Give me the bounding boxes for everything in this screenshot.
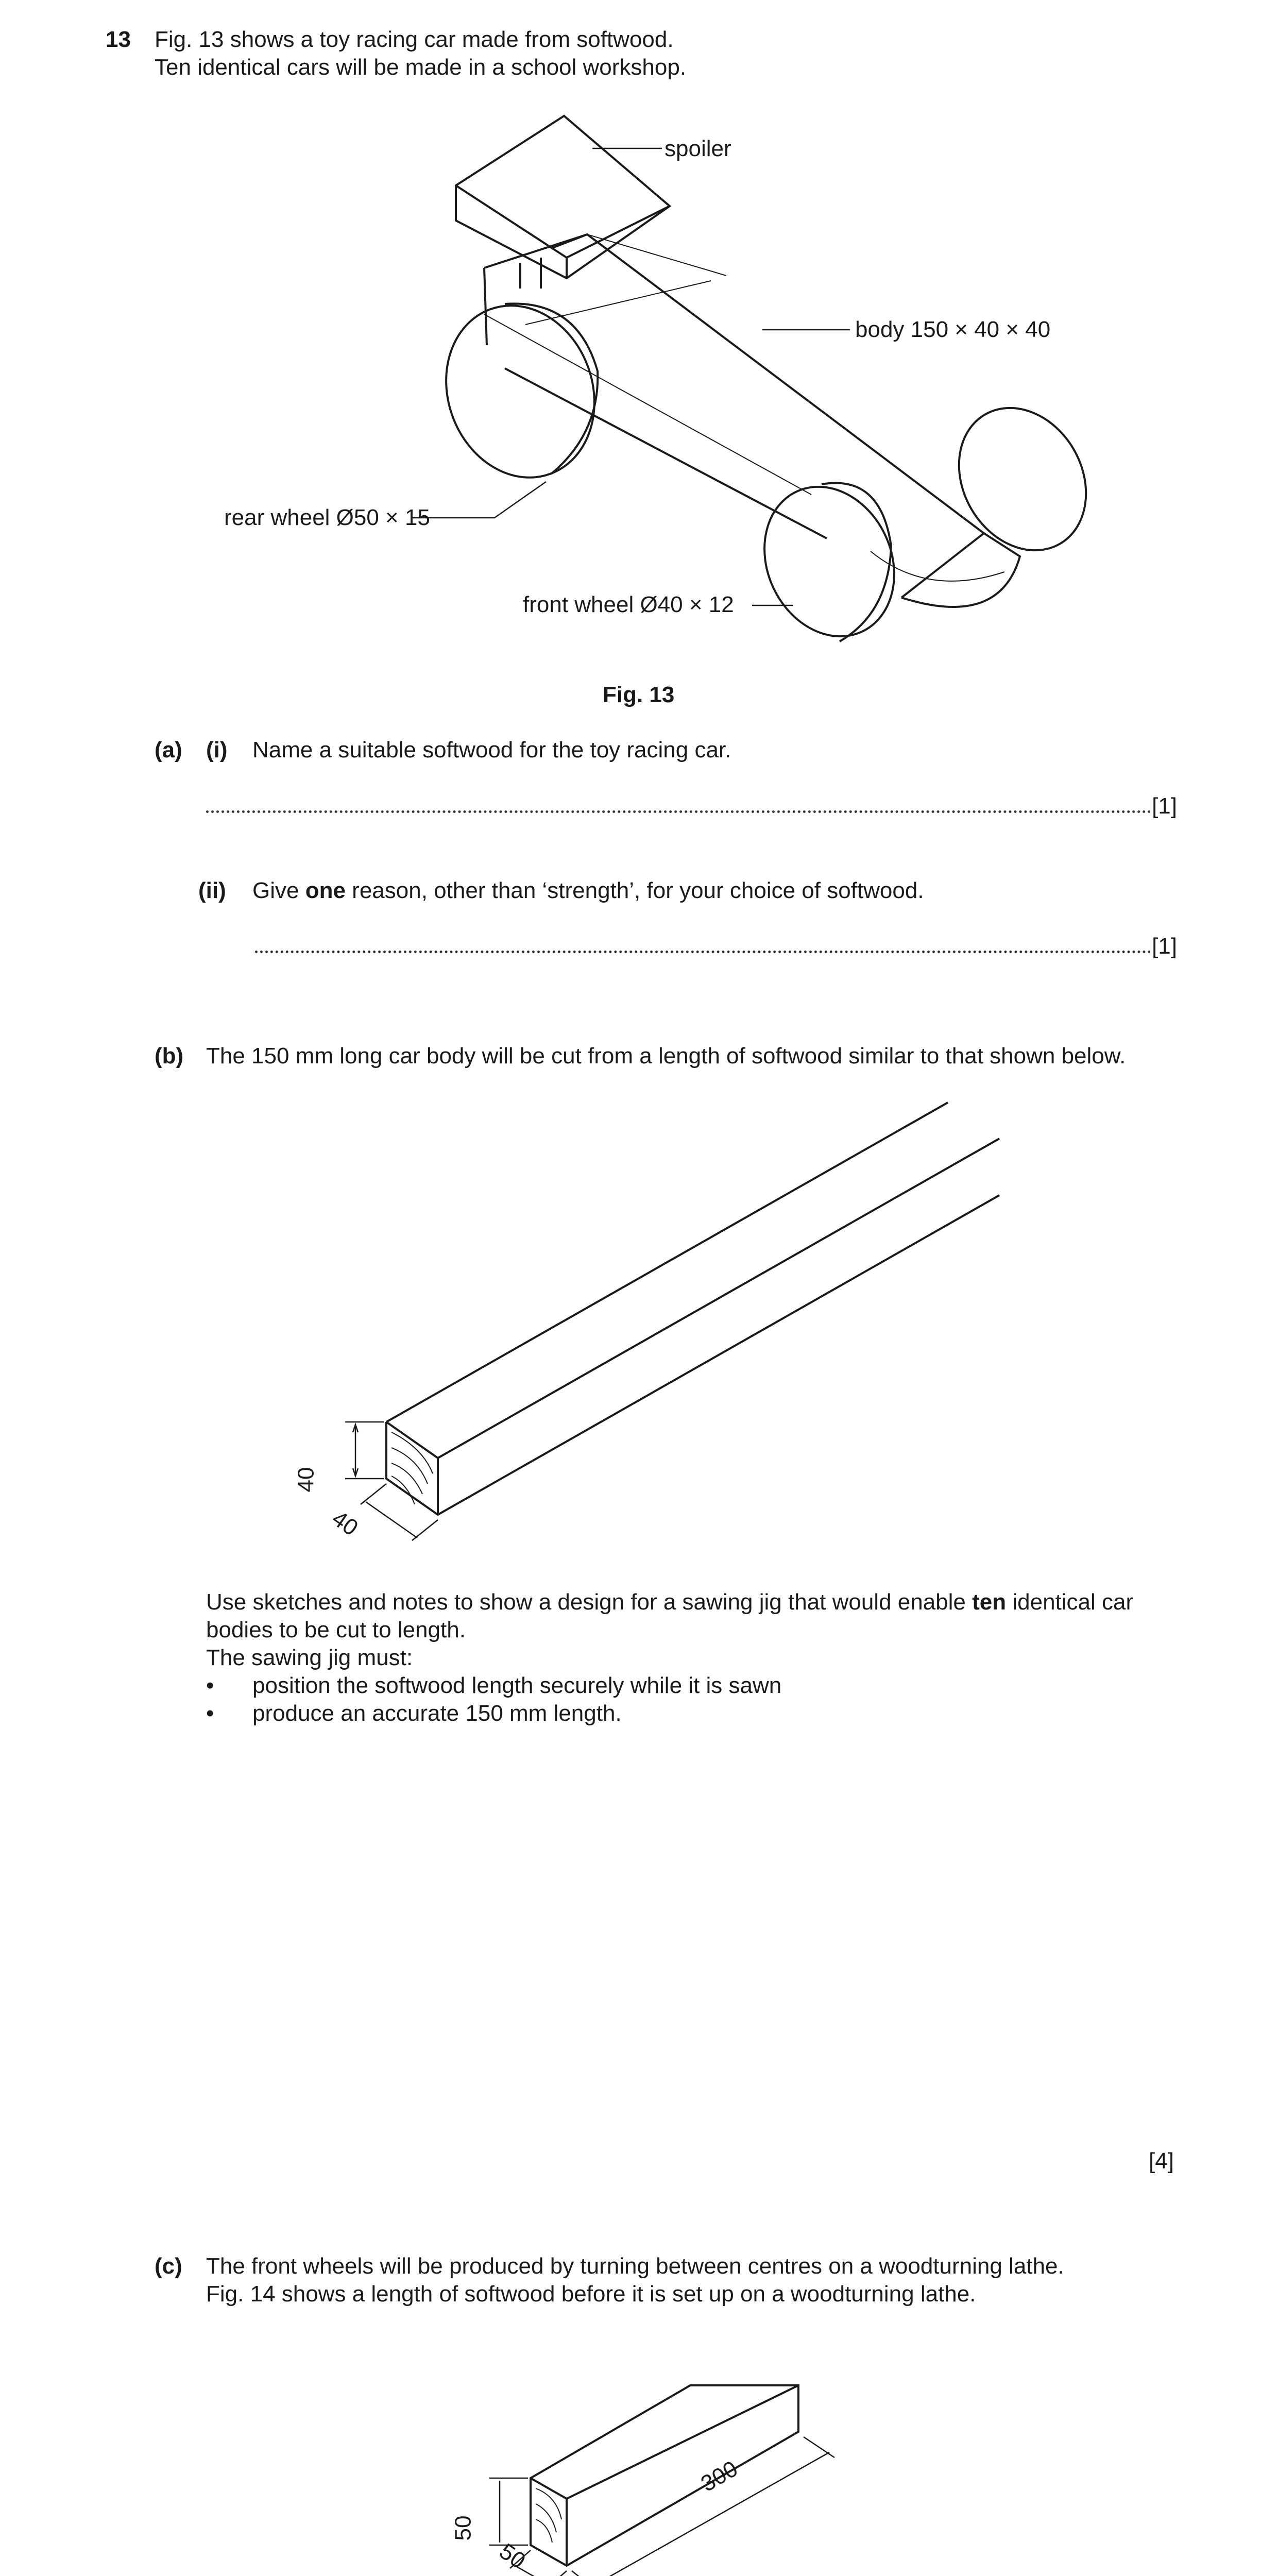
front-wheel-label: front wheel Ø40 × 12 <box>523 592 734 617</box>
figure-13-caption: Fig. 13 <box>603 682 675 707</box>
intro-line-1: Fig. 13 shows a toy racing car made from softwood. <box>155 27 674 52</box>
sketch-answer-area[interactable] <box>206 1736 1185 2138</box>
part-b-dim-height: 40 <box>293 1467 319 1493</box>
spoiler-label: spoiler <box>664 136 731 161</box>
rear-wheel-label: rear wheel Ø50 × 15 <box>224 505 430 530</box>
fig14-dim-height: 50 <box>450 2515 476 2541</box>
part-a-i-question: Name a suitable softwood for the toy racing car. <box>252 737 731 762</box>
intro-line-2: Ten identical cars will be made in a school workshop. <box>155 55 687 80</box>
part-a-ii-number: (ii) <box>198 878 226 903</box>
fig14-dim-width: 50 <box>495 2538 530 2574</box>
part-a-ii-question: Give one reason, other than ‘strength’, for your choice of softwood. <box>252 878 924 903</box>
bullet-2-text: produce an accurate 150 mm length. <box>252 1701 622 1726</box>
part-b-task-line-2: bodies to be cut to length. <box>206 1617 466 1642</box>
part-b-task-line-3: The sawing jig must: <box>206 1645 413 1670</box>
body-label: body 150 × 40 × 40 <box>855 317 1051 342</box>
part-c-line-1: The front wheels will be produced by turning between centres on a woodturning lathe. <box>206 2253 1064 2279</box>
softwood-length-drawing <box>268 1092 1041 1556</box>
part-c-label: (c) <box>155 2253 182 2279</box>
part-b-label: (b) <box>155 1043 184 1069</box>
bullet-1-text: position the softwood length securely while it is sawn <box>252 1673 782 1698</box>
bullet-2-marker: • <box>206 1701 214 1726</box>
part-a-i-answer-line[interactable] <box>206 792 1177 820</box>
part-a-i-mark: [1] <box>1150 792 1177 820</box>
turning-blank-drawing <box>428 2329 891 2576</box>
part-c-line-2: Fig. 14 shows a length of softwood before it is set up on a woodturning lathe. <box>206 2281 976 2307</box>
part-a-ii-mark: [1] <box>1150 933 1177 960</box>
part-a-ii-answer-line[interactable] <box>255 933 1177 960</box>
part-b-question: The 150 mm long car body will be cut from a length of softwood similar to that shown below. <box>206 1043 1126 1069</box>
part-b-mark: [4] <box>1149 2148 1174 2174</box>
part-b-dim-width: 40 <box>327 1505 363 1541</box>
question-number: 13 <box>106 27 131 52</box>
part-a-i-number: (i) <box>206 737 228 762</box>
fig14-dim-length: 300 <box>696 2455 742 2497</box>
part-a-label: (a) <box>155 737 182 762</box>
part-b-task-line-1: Use sketches and notes to show a design for a sawing jig that would enable ten identical car <box>206 1589 1134 1615</box>
toy-car-drawing <box>216 103 1092 644</box>
bullet-1-marker: • <box>206 1673 214 1698</box>
